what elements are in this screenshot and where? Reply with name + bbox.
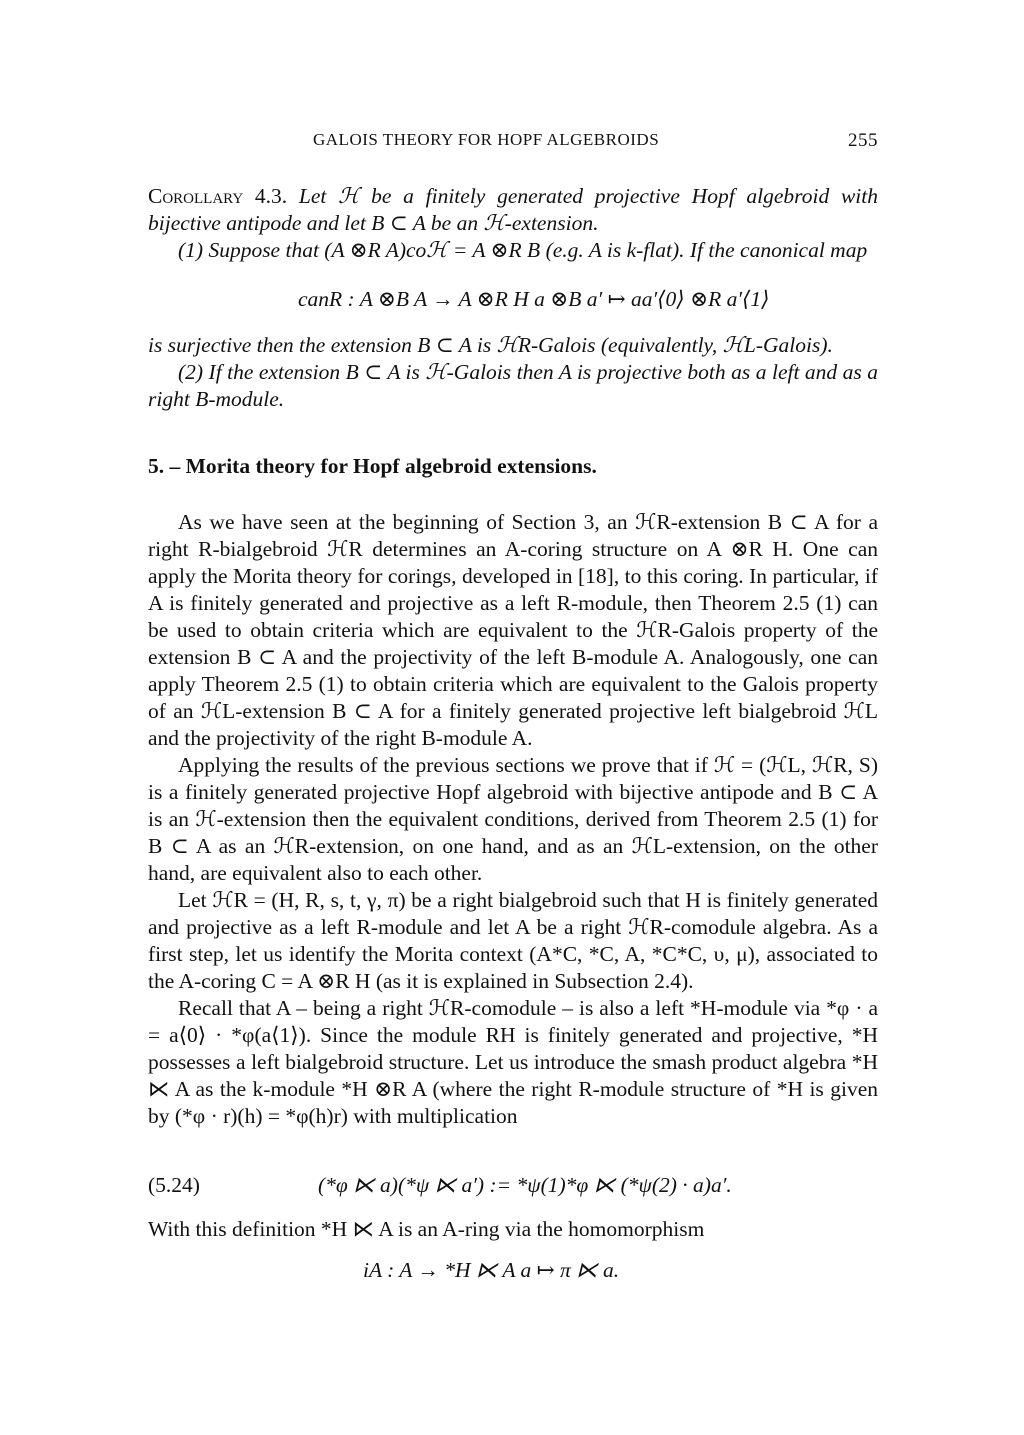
body-text	[148, 509, 878, 1130]
corollary-item-1-cont: is surjective then the extension B ⊂ A is ℋR-Galois (equivalently, ℋL-Galois).	[148, 333, 833, 357]
paragraph-2: Applying the results of the previous sections we prove that if ℋ = (ℋL, ℋR, S) is a finitely generated projective Hopf algebroid with bijective antipode and B ⊂ A is an ℋ-extension then the equivalent conditions, derived from Theorem 2.5 (1) for B ⊂ A as an ℋR-extension, on one hand, and as an ℋL-extension, on the other hand, are equivalent also to each other.	[148, 753, 878, 885]
homomorphism: iA : A → *H ⋉ A a ↦ π ⋉ a.	[363, 1258, 620, 1282]
equation-number: (5.24)	[148, 1173, 200, 1197]
closing-block	[148, 1216, 878, 1243]
paragraph-1: As we have seen at the beginning of Section 3, an ℋR-extension B ⊂ A for a right R-bialgebroid ℋR determines an A-coring structure on A ⊗R H. One can apply the Morita theory for corings, developed in [18], to this coring. In particular, if A is finitely generated and projective as a left R-module, then Theorem 2.5 (1) can be used to obtain criteria which are equivalent to the ℋR-Galois property of the extension B ⊂ A and the projectivity of the left B-module A. Analogously, one can apply Theorem 2.5 (1) to obtain criteria which are equivalent to the Galois property of an ℋL-extension B ⊂ A for a finitely generated projective left bialgebroid ℋL and the projectivity of the right B-module A.	[148, 510, 878, 750]
section-heading-block	[148, 453, 878, 480]
canonical-map: canR : A ⊗B A → A ⊗R H a ⊗B a′ ↦ aa′⟨0⟩ ⊗R a′⟨1⟩	[298, 287, 770, 311]
equation-body: (*φ ⋉ a)(*ψ ⋉ a′) := *ψ(1)*φ ⋉ (*ψ(2) · a)a′.	[318, 1173, 732, 1197]
page-number: 255	[848, 130, 878, 151]
paragraph-4: Recall that A – being a right ℋR-comodule – is also a left *H-module via *φ · a = a⟨0⟩ · *φ(a⟨1⟩). Since the module RH is finitely generated and projective, *H possesses a left bialgebroid structure. Let us introduce the smash product algebra *H ⋉ A as the k-module *H ⊗R A (where the right R-module structure of *H is given by (*φ · r)(h) = *φ(h)r) with multiplication	[148, 996, 878, 1128]
section-heading: 5. – Morita theory for Hopf algebroid extensions.	[148, 454, 597, 478]
closing-line: With this definition *H ⋉ A is an A-ring via the homomorphism	[148, 1217, 705, 1241]
corollary-continued	[148, 332, 878, 413]
corollary-4-3	[148, 183, 878, 264]
corollary-item-1: (1) Suppose that (A ⊗R A)coℋ = A ⊗R B (e.g. A is k-flat). If the canonical map	[178, 238, 868, 262]
corollary-statement: Let ℋ be a finitely generated projective Hopf algebroid with bijective antipode and let B ⊂ A be an ℋ-extension.	[148, 184, 878, 235]
corollary-item-2: (2) If the extension B ⊂ A is ℋ-Galois then A is projective both as a left and as a right B-module.	[148, 360, 878, 411]
corollary-label: Corollary 4.3.	[148, 184, 288, 208]
paragraph-3: Let ℋR = (H, R, s, t, γ, π) be a right bialgebroid such that H is finitely generated and projective as a left R-module and let A be a right ℋR-comodule algebra. As a first step, let us identify the Morita context (A*C, *C, A, *C*C, υ, μ), associated to the A-coring C = A ⊗R H (as it is explained in Subsection 2.4).	[148, 888, 878, 993]
running-title: GALOIS THEORY FOR HOPF ALGEBROIDS	[313, 130, 660, 149]
